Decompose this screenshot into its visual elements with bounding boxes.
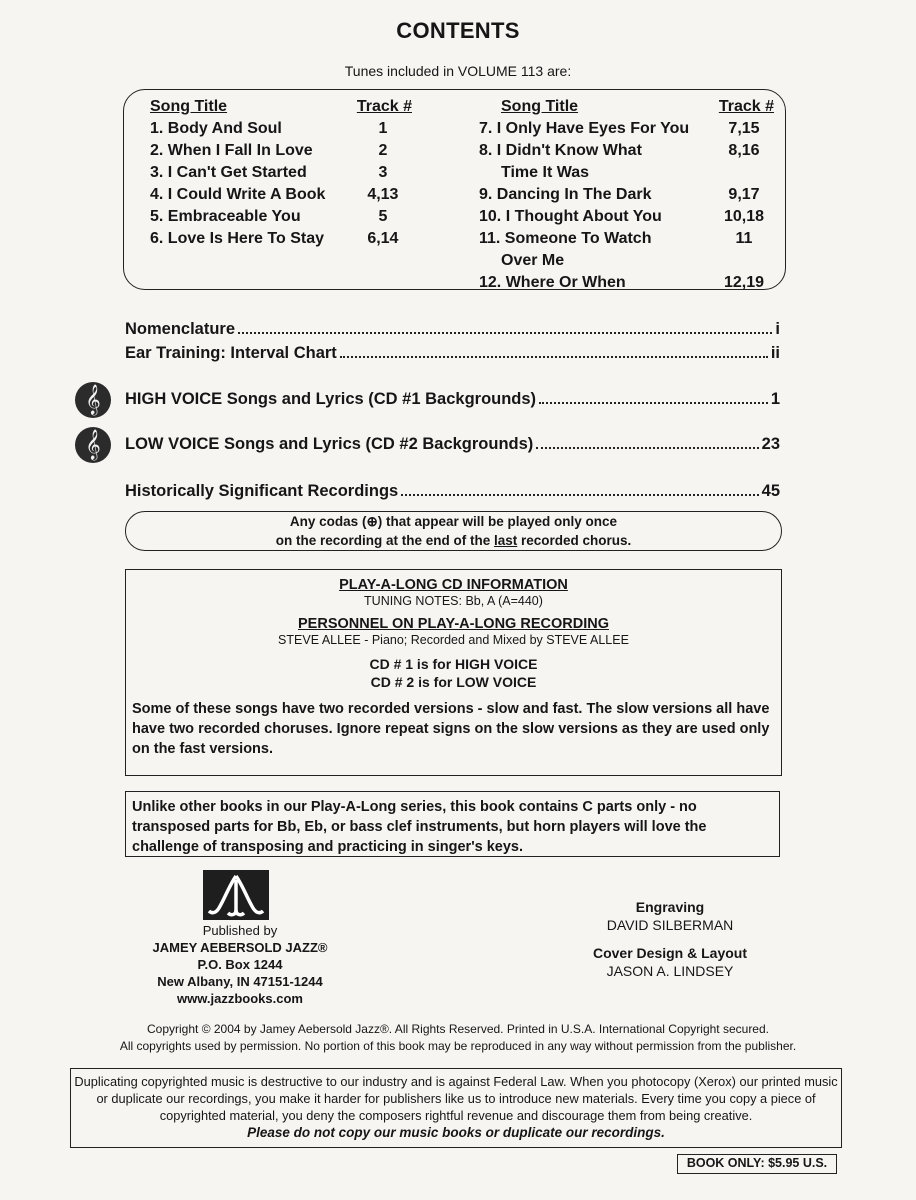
song-title: 8. I Didn't Know What <box>479 142 642 159</box>
song-track: 6,14 <box>367 230 399 247</box>
publisher-po-box: P.O. Box 1244 <box>197 957 283 972</box>
publisher-info <box>120 922 360 1007</box>
treble-clef-icon: 𝄞 <box>75 427 111 463</box>
duplication-text: Duplicating copyrighted music is destructive to our industry and is against Federal Law. When you photocopy (Xerox) our printed music or duplicate our recordings, you make it harder for publishers like us to introduce new materials. Every time you copy a piece of copyrighted material, you deny the composers rightful revenue and discourage them from being creative. <box>74 1074 838 1123</box>
song-title: 9. Dancing In The Dark <box>479 186 652 203</box>
toc-page: ii <box>770 344 780 362</box>
song-row <box>479 184 774 206</box>
song-row <box>150 228 412 250</box>
song-row <box>479 162 774 184</box>
song-title: 6. Love Is Here To Stay <box>150 230 324 247</box>
publisher-city: New Albany, IN 47151-1244 <box>157 974 323 989</box>
song-title: 7. I Only Have Eyes For You <box>479 120 690 137</box>
song-column-header <box>479 98 774 116</box>
song-track: 7,15 <box>728 120 760 137</box>
cd-info-heading: PLAY-A-LONG CD INFORMATION <box>339 577 568 593</box>
song-title: 4. I Could Write A Book <box>150 186 326 203</box>
song-list-box <box>123 89 786 290</box>
copyright-line2: All copyrights used by permission. No portion of this book may be reproduced in any way without permission from the publisher. <box>119 1039 797 1053</box>
horn-note-box: Unlike other books in our Play-A-Long series, this book contains C parts only - no transposed parts for Bb, Eb, or bass clef instruments, but horn players will love the challenge of transposing and practicing in singer's keys. <box>125 791 780 857</box>
song-track <box>718 162 774 184</box>
personnel-text: STEVE ALLEE - Piano; Recorded and Mixed by STEVE ALLEE <box>278 633 629 647</box>
song-track: 10,18 <box>723 208 765 225</box>
publisher-logo <box>203 870 269 920</box>
toc-leader <box>238 320 772 334</box>
design-label: Cover Design & Layout <box>592 945 748 961</box>
song-track: 2 <box>378 142 388 159</box>
toc-label: Nomenclature <box>125 320 236 338</box>
design-name: JASON A. LINDSEY <box>606 963 734 979</box>
versions-note: Some of these songs have two recorded versions - slow and fast. The slow versions all have have two recorded choruses. Ignore repeat signs on the slow versions as they are used only on the fast versions. <box>132 701 770 757</box>
song-title: 2. When I Fall In Love <box>150 142 313 159</box>
song-track: 4,13 <box>367 186 399 203</box>
publisher-name: JAMEY AEBERSOLD JAZZ® <box>152 940 328 955</box>
price-label: BOOK ONLY: $5.95 U.S. <box>677 1154 837 1174</box>
song-row <box>479 250 774 272</box>
song-row <box>150 140 412 162</box>
duplication-warning-box <box>70 1068 842 1148</box>
song-title: 1. Body And Soul <box>150 120 282 137</box>
song-track: 3 <box>378 164 388 181</box>
toc-page: 45 <box>761 482 780 500</box>
personnel-heading: PERSONNEL ON PLAY-A-LONG RECORDING <box>298 616 609 632</box>
song-title: 3. I Can't Get Started <box>150 164 307 181</box>
song-row <box>150 162 412 184</box>
track-header: Track # <box>356 98 412 115</box>
song-track: 11 <box>735 230 753 247</box>
toc-label: Historically Significant Recordings <box>125 482 399 500</box>
toc-leader <box>536 435 758 449</box>
song-title-header: Song Title <box>150 98 228 115</box>
song-row <box>150 206 412 228</box>
song-row <box>479 206 774 228</box>
toc-page: i <box>775 320 780 338</box>
song-row <box>479 140 774 162</box>
publisher-website[interactable]: www.jazzbooks.com <box>177 991 303 1006</box>
toc-entry-high-voice[interactable] <box>125 390 780 409</box>
toc-entry-low-voice[interactable] <box>125 435 780 454</box>
song-title: 11. Someone To Watch <box>479 230 652 247</box>
song-title: 12. Where Or When <box>479 274 626 291</box>
song-track: 1 <box>378 120 388 137</box>
song-column-right <box>479 98 774 294</box>
toc-page: 23 <box>761 435 780 453</box>
copyright-notice <box>40 1021 876 1055</box>
toc-entry-recordings[interactable] <box>125 482 780 501</box>
coda-note-line2: on the recording at the end of the last recorded chorus. <box>275 533 632 548</box>
duplication-emphasis: Please do not copy our music books or duplicate our recordings. <box>247 1125 665 1140</box>
song-row <box>479 272 774 294</box>
treble-clef-icon: 𝄞 <box>75 382 111 418</box>
cd-info-box <box>125 569 782 776</box>
song-row <box>479 118 774 140</box>
song-title: Time It Was <box>501 164 590 181</box>
song-column-left <box>150 98 412 250</box>
song-row <box>150 118 412 140</box>
song-track <box>718 250 774 272</box>
toc-label: Ear Training: Interval Chart <box>125 344 337 362</box>
copyright-line1: Copyright © 2004 by Jamey Aebersold Jazz®. All Rights Reserved. Printed in U.S.A. International Copyright secured. <box>147 1022 769 1036</box>
published-by-label: Published by <box>202 923 278 938</box>
coda-note-box <box>125 511 782 551</box>
credits <box>570 898 770 980</box>
publisher-logo-icon <box>203 870 269 920</box>
song-title-header: Song Title <box>501 98 579 115</box>
toc-leader <box>401 482 758 496</box>
engraving-label: Engraving <box>635 899 705 915</box>
engraving-name: DAVID SILBERMAN <box>606 917 734 933</box>
song-column-header <box>150 98 412 116</box>
song-title: 10. I Thought About You <box>479 208 662 225</box>
song-title: Over Me <box>501 252 565 269</box>
song-track: 12,19 <box>723 274 765 291</box>
song-row <box>150 184 412 206</box>
cd2-note: CD # 2 is for LOW VOICE <box>370 674 537 690</box>
toc-label: HIGH VOICE Songs and Lyrics (CD #1 Backgrounds) <box>125 390 537 408</box>
toc-label: LOW VOICE Songs and Lyrics (CD #2 Backgrounds) <box>125 435 534 453</box>
cd1-note: CD # 1 is for HIGH VOICE <box>369 656 538 672</box>
tuning-notes: TUNING NOTES: Bb, A (A=440) <box>364 594 543 608</box>
toc-entry-nomenclature[interactable] <box>125 320 780 339</box>
toc-leader <box>539 390 768 404</box>
toc-leader <box>340 344 768 358</box>
page-subtitle: Tunes included in VOLUME 113 are: <box>344 63 572 79</box>
toc-entry-ear-training[interactable] <box>125 344 780 363</box>
song-track: 8,16 <box>728 142 760 159</box>
song-row <box>479 228 774 250</box>
coda-note-line1: Any codas (⊕) that appear will be played only once <box>289 514 618 529</box>
song-track: 5 <box>378 208 388 225</box>
song-track: 9,17 <box>728 186 760 203</box>
song-title: 5. Embraceable You <box>150 208 301 225</box>
toc-page: 1 <box>770 390 780 408</box>
page-title: CONTENTS <box>396 18 520 43</box>
track-header: Track # <box>718 98 774 115</box>
